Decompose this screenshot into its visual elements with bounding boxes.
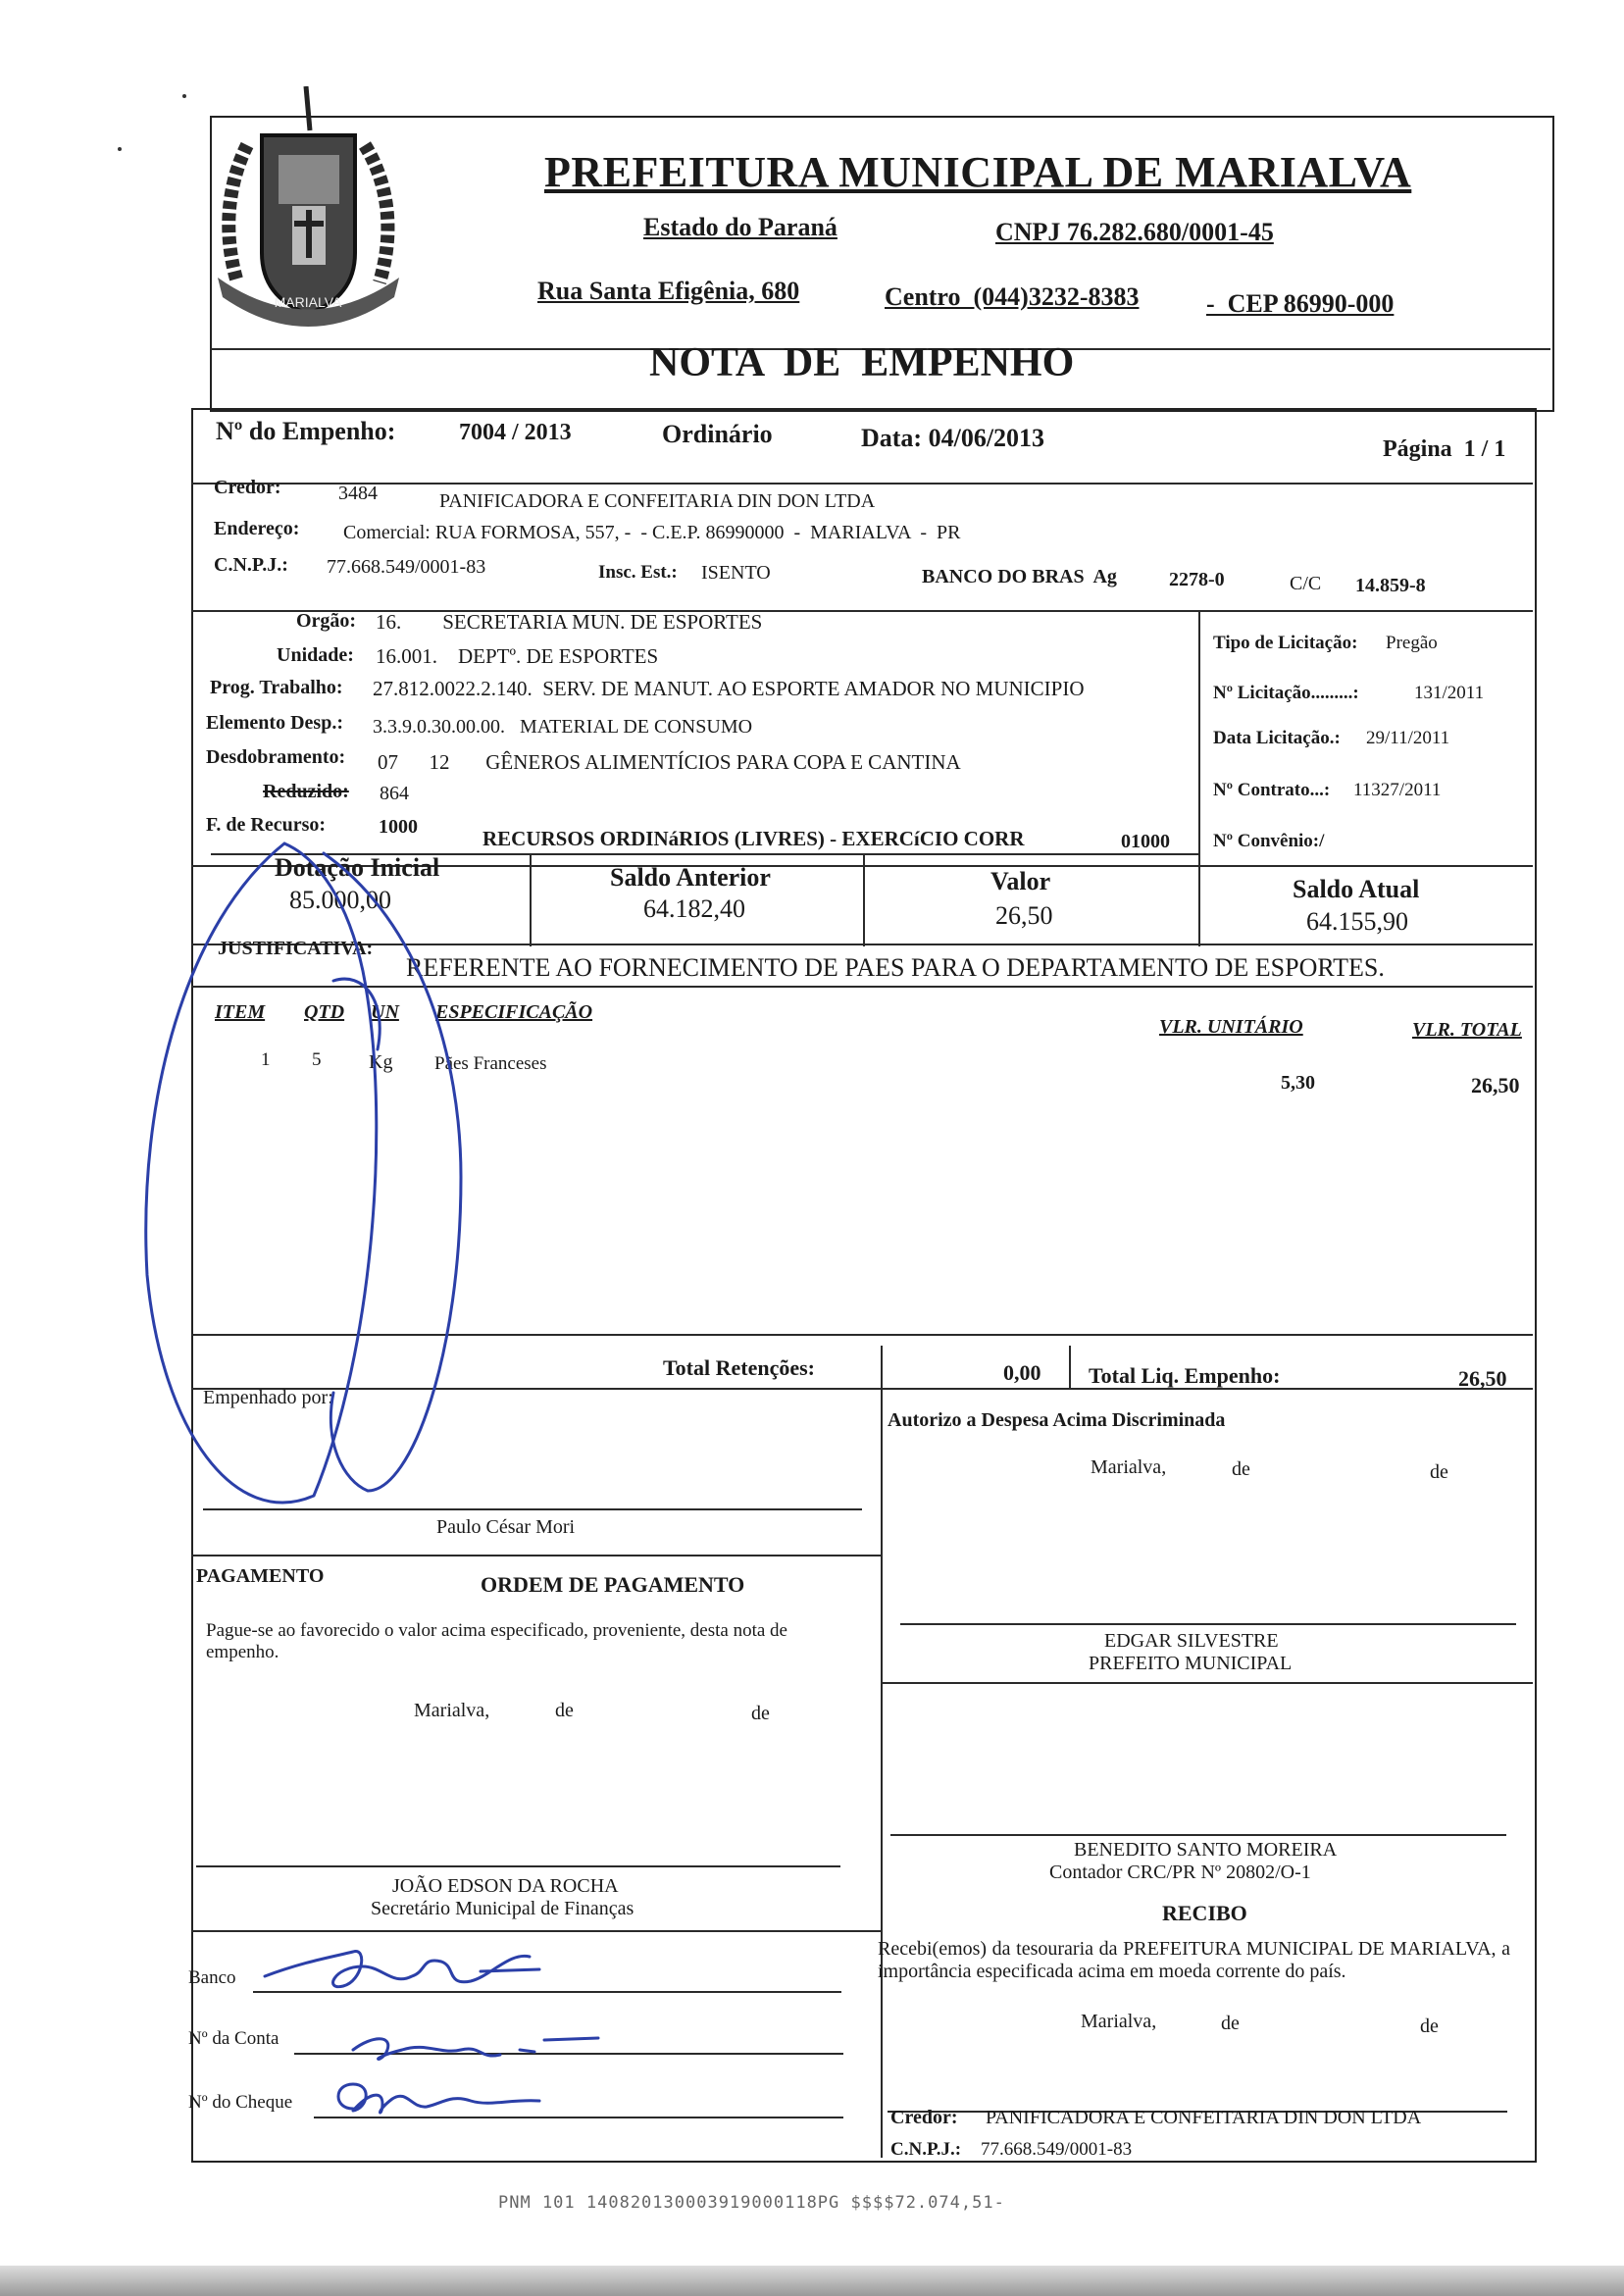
prefeito-name: EDGAR SILVESTRE [1104,1630,1279,1652]
dotacao-value: 85.000,00 [289,886,391,914]
page-number: Página 1 / 1 [1383,436,1506,462]
credor-bank: BANCO DO BRAS Ag [922,566,1117,587]
recibo-cnpj: 77.668.549/0001-83 [981,2139,1133,2160]
credor-cnpj: 77.668.549/0001-83 [327,556,486,578]
elemento-value: 3.3.9.0.30.00.00. MATERIAL DE CONSUMO [373,716,753,738]
signature-line [196,1865,840,1867]
recurso-label: F. de Recurso: [206,814,327,836]
street-address: Rua Santa Efigênia, 680 [537,277,800,305]
recibo-credor-name: PANIFICADORA E CONFEITARIA DIN DON LTDA [986,2107,1422,2128]
footer-code: PNM 101 140820130003919000118PG $$$$72.074,51- [498,2193,1005,2213]
recibo-place: Marialva, [1081,2011,1157,2032]
credor-code: 3484 [338,483,378,504]
divider [1198,610,1200,865]
credor-name: PANIFICADORA E CONFEITARIA DIN DON LTDA [439,490,876,512]
state-name: Estado do Paraná [643,213,837,241]
retencoes-value: 0,00 [1003,1360,1041,1385]
divider [881,1388,883,2158]
credor-label: Credor: [214,477,281,498]
unidade-value: 16.001. DEPTº. DE ESPORTES [376,644,659,668]
document-title: NOTA DE EMPENHO [649,340,1075,385]
empenhado-label: Empenhado por: [203,1387,333,1408]
ie-label: Insc. Est.: [598,562,678,583]
contador-name: BENEDITO SANTO MOREIRA [1074,1839,1338,1861]
reduzido-value: 864 [380,783,409,804]
signature-line [900,1623,1516,1625]
total-liq-value: 26,50 [1458,1366,1507,1391]
recibo-cnpj-label: C.N.P.J.: [890,2139,962,2160]
credor-address: Comercial: RUA FORMOSA, 557, - - C.E.P. 86990000 - MARIALVA - PR [343,522,961,543]
divider [881,1682,1533,1684]
recurso-sub: 01000 [1121,831,1170,852]
convenio-label: Nº Convênio:/ [1213,831,1325,851]
district-phone: Centro (044)3232-8383 [885,282,1140,311]
empenho-label: Nº do Empenho: [216,417,396,445]
recibo-text: Recebi(emos) da tesouraria da PREFEITURA MUNICIPAL DE MARIALVA, a importância especificada acima em moeda corrente do país. [878,1938,1510,1982]
ordem-de-2: de [751,1703,770,1724]
saldo-anterior-value: 64.182,40 [643,894,745,923]
unidade-label: Unidade: [277,644,354,666]
pague-text: Pague-se ao favorecido o valor acima especificado, proveniente, desta nota de empenho. [206,1620,787,1662]
cheque-label: Nº do Cheque [188,2092,293,2113]
item-qtd: 5 [312,1049,322,1070]
col-vlr-total: VLR. TOTAL [1412,1019,1522,1041]
conta-signature [333,2020,608,2069]
svg-text:MARIALVA: MARIALVA [274,294,342,310]
contador-title: Contador CRC/PR Nº 20802/O-1 [1049,1862,1311,1883]
ordem-pagamento-label: ORDEM DE PAGAMENTO [481,1572,745,1597]
empenho-type: Ordinário [662,420,773,448]
justificativa-text: REFERENTE AO FORNECIMENTO DE PAES PARA O DEPARTAMENTO DE ESPORTES. [406,953,1385,982]
banco-signature [245,1932,559,2001]
conta-label: Nº da Conta [188,2028,279,2049]
contrato-value: 11327/2011 [1353,780,1442,800]
licitacao-data-value: 29/11/2011 [1366,728,1450,748]
reduzido-label: Reduzido: [263,781,349,802]
recurso-desc: RECURSOS ORDINáRIOS (LIVRES) - EXERCíCIO CORR [482,827,1025,850]
recibo-credor-label: Credor: [890,2107,958,2128]
autorizo-place: Marialva, [1091,1456,1167,1478]
divider [1198,853,1200,946]
col-un: UN [371,1001,399,1023]
saldo-atual-value: 64.155,90 [1306,907,1408,936]
municipality-title: PREFEITURA MUNICIPAL DE MARIALVA [544,148,1412,196]
licitacao-tipo-label: Tipo de Licitação: [1213,633,1358,653]
ordem-place: Marialva, [414,1700,490,1721]
address-label: Endereço: [214,518,300,539]
licitacao-numero-label: Nº Licitação.........: [1213,683,1359,703]
dotacao-label: Dotação Inicial [275,853,440,882]
item-total-value: 26,50 [1471,1073,1520,1097]
divider [881,1346,883,1388]
elemento-label: Elemento Desp.: [206,712,343,734]
scan-shadow [0,2266,1624,2296]
pagamento-label: PAGAMENTO [196,1565,325,1587]
prog-label: Prog. Trabalho: [210,677,343,698]
header-cnpj: CNPJ 76.282.680/0001-45 [995,218,1274,246]
valor-label: Valor [990,867,1051,895]
pen-mark-ellipse [127,804,598,1530]
signature-line [890,1834,1506,1836]
col-especificacao: ESPECIFICAÇÃO [435,1001,593,1023]
coat-of-arms-icon [208,86,409,332]
orgao-label: Orgão: [296,610,357,632]
scan-speck [182,94,186,98]
divider [1069,1346,1071,1388]
prog-value: 27.812.0022.2.140. SERV. DE MANUT. AO ESPORTE AMADOR NO MUNICIPIO [373,677,1085,700]
secretario-title: Secretário Municipal de Finanças [371,1898,634,1919]
item-desc: Pães Franceses [434,1053,547,1074]
empenhado-name: Paulo César Mori [436,1516,576,1538]
contrato-label: Nº Contrato...: [1213,780,1331,800]
saldo-atual-label: Saldo Atual [1293,875,1420,903]
item-un: Kg [369,1051,393,1073]
recibo-label: RECIBO [1162,1901,1247,1925]
secretario-name: JOÃO EDSON DA ROCHA [392,1875,619,1897]
cnpj-label: C.N.P.J.: [214,554,288,576]
item-unit-value: 5,30 [1281,1072,1315,1094]
empenho-number: 7004 / 2013 [459,420,572,445]
credor-cc: 14.859-8 [1355,575,1426,596]
divider [863,853,865,946]
saldo-anterior-label: Saldo Anterior [610,863,771,892]
licitacao-data-label: Data Licitação.: [1213,728,1341,748]
valor-value: 26,50 [995,901,1053,930]
autorizo-de-1: de [1232,1458,1250,1480]
cheque-signature [314,2069,569,2128]
autorizo-de-2: de [1430,1461,1448,1483]
item-number: 1 [261,1049,271,1070]
ordem-de-1: de [555,1700,574,1721]
col-vlr-unitario: VLR. UNITÁRIO [1159,1016,1303,1038]
orgao-value: 16. SECRETARIA MUN. DE ESPORTES [376,610,763,634]
col-qtd: QTD [304,1001,345,1023]
retencoes-label: Total Retenções: [663,1355,815,1380]
licitacao-tipo-value: Pregão [1386,633,1438,653]
licitacao-numero-value: 131/2011 [1414,683,1485,703]
empenho-date: Data: 04/06/2013 [861,424,1045,452]
desdobramento-value: 07 12 GÊNEROS ALIMENTÍCIOS PARA COPA E CANTINA [378,750,961,774]
divider [191,1555,881,1556]
credor-ie: ISENTO [701,562,771,584]
total-liq-label: Total Liq. Empenho: [1089,1363,1281,1388]
cc-label: C/C [1290,573,1322,594]
autorizo-text: Autorizo a Despesa Acima Discriminada [888,1409,1226,1431]
banco-label: Banco [188,1967,236,1988]
credor-agency: 2278-0 [1169,569,1225,590]
recurso-code: 1000 [379,816,418,838]
divider [191,483,1533,485]
scan-speck [118,147,122,151]
header-cep: - CEP 86990-000 [1206,289,1395,318]
prefeito-title: PREFEITO MUNICIPAL [1089,1653,1293,1674]
recibo-de-1: de [1221,2013,1240,2034]
desdobramento-label: Desdobramento: [206,746,346,768]
recibo-de-2: de [1420,2015,1439,2037]
col-item: ITEM [215,1001,266,1023]
justificativa-label: JUSTIFICATIVA: [218,938,374,959]
